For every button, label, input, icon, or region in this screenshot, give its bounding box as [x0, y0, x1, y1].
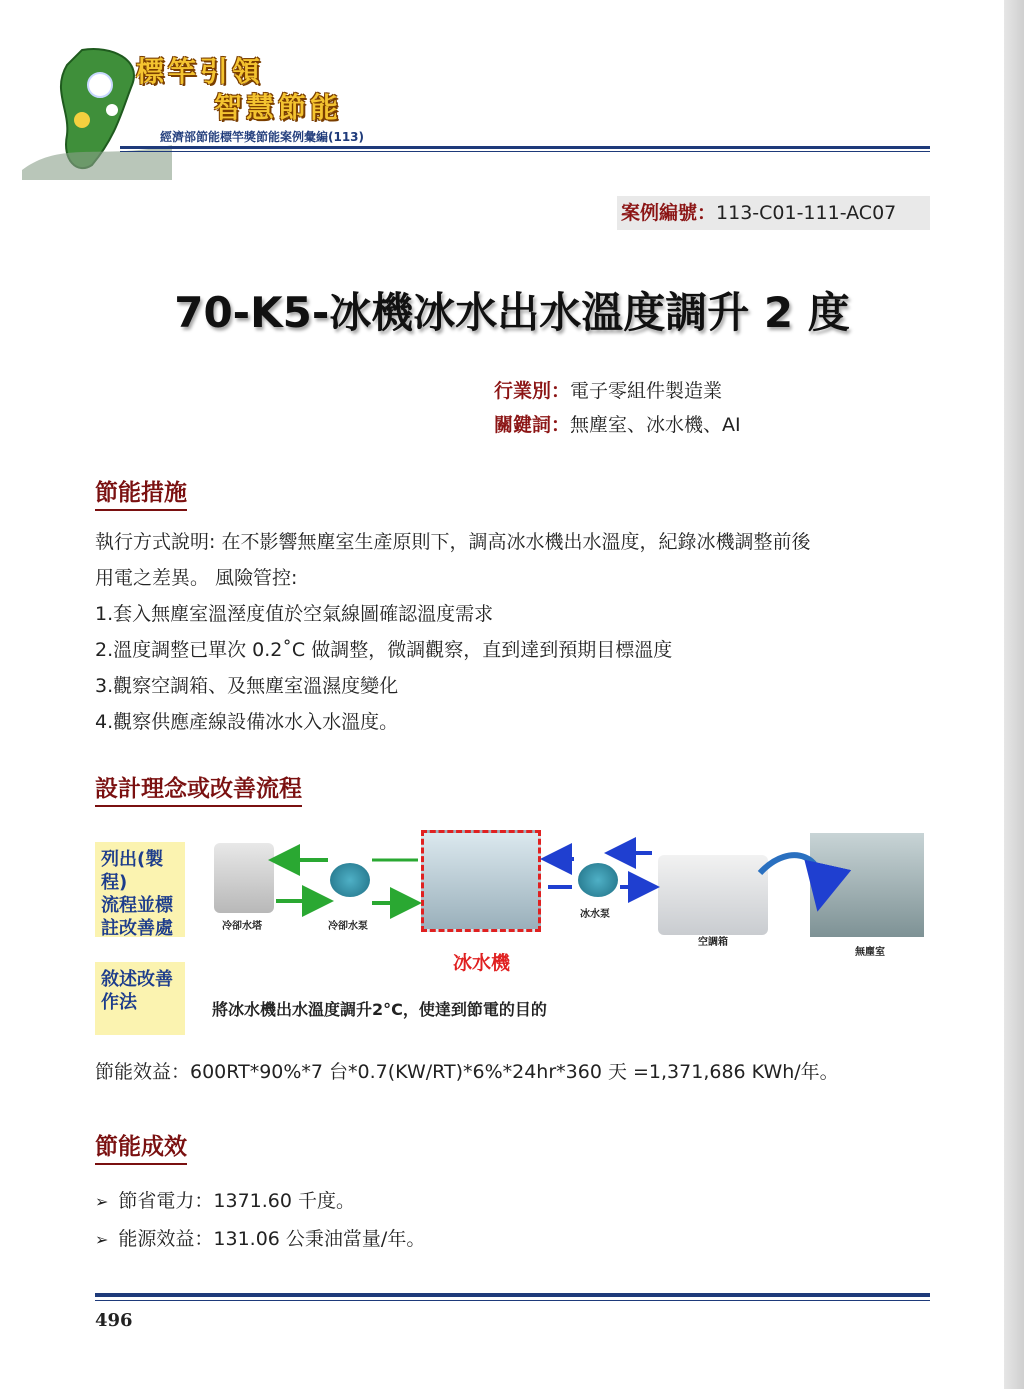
flow-label-line: 敘述改善	[101, 969, 173, 990]
case-number-label: 案例編號：	[621, 202, 717, 224]
measures-paragraph	[95, 524, 945, 740]
page-title: 70-K5-冰機冰水出水溫度調升 2 度	[174, 288, 850, 337]
page-number: 496	[95, 1310, 133, 1331]
caption-cooling-tower: 冷卻水塔	[222, 921, 262, 932]
flow-label-line: 註改善處	[101, 918, 173, 939]
case-number-box	[617, 196, 930, 230]
slogan-line2: 智慧節能	[214, 91, 343, 124]
flow-label-line: 列出(製程)	[101, 849, 164, 893]
case-number-value: 113-C01-111-AC07	[716, 202, 897, 224]
measures-line: 1.套入無塵室溫溼度值於空氣線圖確認溫度需求	[95, 603, 494, 625]
process-flow-diagram	[0, 825, 1024, 1045]
caption-cooling-pump: 冷卻水泵	[328, 921, 368, 932]
benefit-paragraph	[95, 1054, 945, 1090]
result-text: 節省電力：1371.60 千度。	[118, 1190, 356, 1212]
result-item	[95, 1224, 425, 1251]
flow-label-line: 作法	[101, 992, 137, 1013]
flow-description: 將冰水機出水溫度調升2°C，使達到節電的目的	[212, 1000, 547, 1019]
result-text: 能源效益：131.06 公秉油當量/年。	[118, 1228, 426, 1250]
result-item	[95, 1186, 355, 1213]
caption-chiller: 冰水機	[453, 952, 511, 974]
caption-chilled-pump: 冰水泵	[580, 909, 610, 920]
header-subtitle: 經濟部節能標竿獎節能案例彙編(113)	[160, 130, 365, 144]
footer-rule-thin	[95, 1300, 930, 1301]
benefit-text: 節能效益：600RT*90%*7 台*0.7(KW/RT)*6%*24hr*360 天 =1,371,686 KWh/年。	[95, 1061, 839, 1083]
measures-line: 2.溫度調整已單次 0.2˚C 做調整，微調觀察，直到達到預期目標溫度	[95, 639, 673, 661]
bullet-arrow-icon: ➢	[95, 1192, 109, 1211]
caption-cleanroom: 無塵室	[855, 947, 885, 958]
industry-value: 電子零組件製造業	[570, 380, 723, 402]
section-heading-design: 設計理念或改善流程	[95, 770, 302, 807]
header-rule	[120, 146, 930, 149]
measures-line: 4.觀察供應產線設備冰水入水溫度。	[95, 711, 399, 733]
bullet-arrow-icon: ➢	[95, 1230, 109, 1249]
arrow-ahu-to-cleanroom	[760, 855, 822, 900]
slogan-line1: 標竿引領	[136, 55, 265, 88]
measures-line: 用電之差異。 風險管控:	[95, 567, 298, 589]
keywords-line	[494, 410, 741, 437]
page-edge	[1004, 0, 1024, 1389]
header-rule-thin	[120, 151, 930, 152]
industry-line	[494, 376, 722, 403]
keywords-label: 關鍵詞：	[494, 414, 571, 436]
section-heading-results: 節能成效	[95, 1128, 187, 1165]
measures-line: 執行方式說明: 在不影響無塵室生產原則下，調高冰水機出水溫度，紀錄冰機調整前後	[95, 531, 811, 553]
keywords-value: 無塵室、冰水機、AI	[570, 414, 741, 436]
measures-line: 3.觀察空調箱、及無塵室溫濕度變化	[95, 675, 399, 697]
caption-ahu: 空調箱	[698, 937, 728, 948]
flow-label-line: 流程並標	[101, 895, 173, 916]
footer-rule	[95, 1293, 930, 1297]
industry-label: 行業別：	[494, 380, 571, 402]
section-heading-measures: 節能措施	[95, 474, 187, 511]
